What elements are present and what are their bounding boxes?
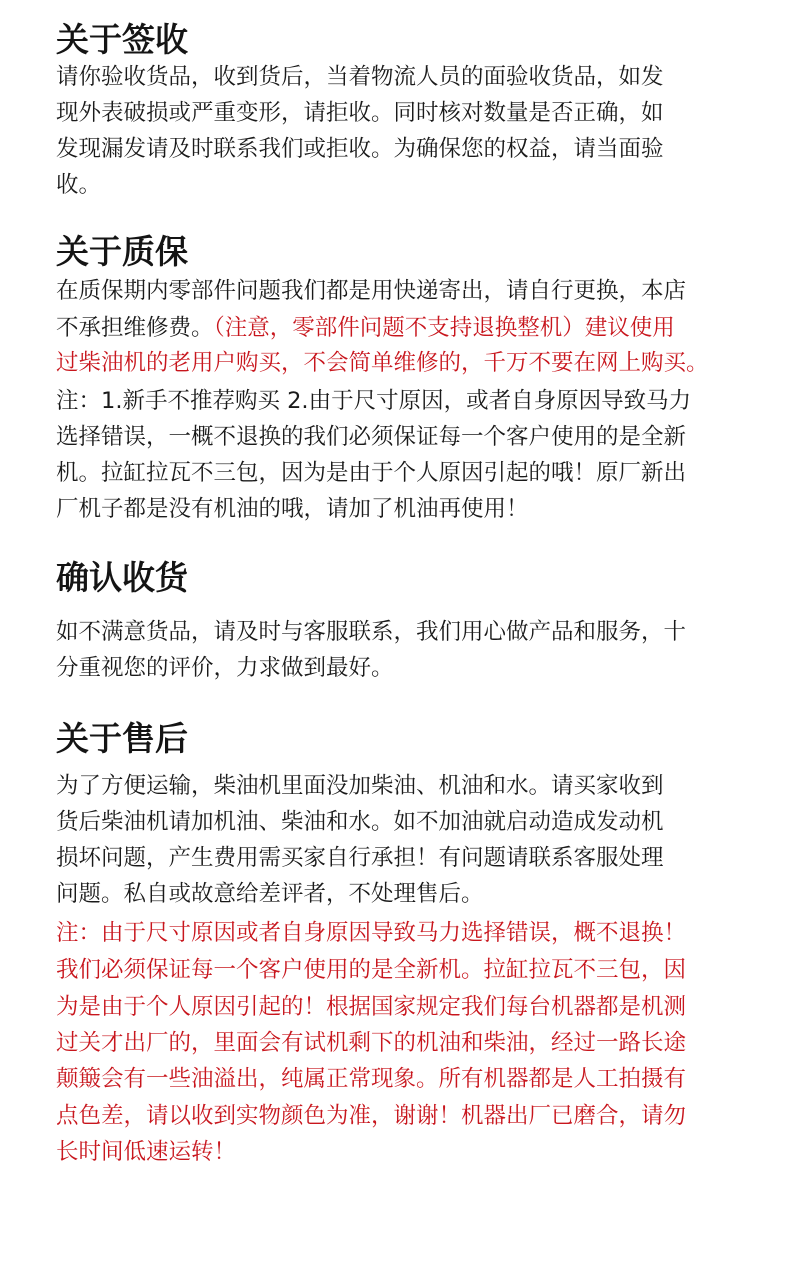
warning-line: 颠簸会有一些油溢出，纯属正常现象。所有机器都是人工拍摄有 — [56, 1066, 687, 1092]
paragraph-line: 分重视您的评价，力求做到最好。 — [56, 655, 394, 681]
paragraph-line: 厂机子都是没有机油的哦，请加了机油再使用！ — [56, 496, 529, 522]
warning-line: 过关才出厂的，里面会有试机剩下的机油和柴油，经过一路长途 — [56, 1030, 687, 1056]
paragraph-line: 问题。私自或故意给差评者，不处理售后。 — [56, 881, 484, 907]
paragraph-line: 机。拉缸拉瓦不三包，因为是由于个人原因引起的哦！原厂新出 — [56, 460, 687, 486]
paragraph-text: 不承担维修费。 — [56, 315, 214, 341]
paragraph-line: 在质保期内零部件问题我们都是用快递寄出，请自行更换，本店 — [56, 278, 687, 304]
section-heading-after-sales: 关于售后 — [56, 719, 188, 758]
section-heading-warranty: 关于质保 — [56, 232, 188, 271]
paragraph-line: 为了方便运输，柴油机里面没加柴油、机油和水。请买家收到 — [56, 773, 664, 799]
paragraph-line: 注：1.新手不推荐购买 2.由于尺寸原因，或者自身原因导致马力 — [56, 388, 692, 414]
paragraph-line: 货后柴油机请加机油、柴油和水。如不加油就启动造成发动机 — [56, 809, 664, 835]
warning-line: 为是由于个人原因引起的！根据国家规定我们每台机器都是机测 — [56, 994, 687, 1020]
warning-line: 长时间低速运转！ — [56, 1139, 237, 1165]
paragraph-line: 选择错误，一概不退换的我们必须保证每一个客户使用的是全新 — [56, 424, 687, 450]
paragraph-line: 损坏问题，产生费用需买家自行承担！有问题请联系客服处理 — [56, 845, 664, 871]
paragraph-line: 现外表破损或严重变形，请拒收。同时核对数量是否正确，如 — [56, 100, 664, 126]
warning-line: 我们必须保证每一个客户使用的是全新机。拉缸拉瓦不三包，因 — [56, 957, 687, 983]
paragraph-line: 请你验收货品，收到货后，当着物流人员的面验收货品，如发 — [56, 64, 664, 90]
warning-text: （注意，零部件问题不支持退换整机）建议使用 — [213, 315, 675, 341]
warning-line: 过柴油机的老用户购买，不会简单维修的，千万不要在网上购买。 — [56, 350, 709, 376]
paragraph-line-mixed — [56, 311, 675, 345]
paragraph-line: 收。 — [56, 172, 102, 198]
section-heading-signing: 关于签收 — [56, 20, 188, 59]
warning-line: 点色差，请以收到实物颜色为准，谢谢！机器出厂已磨合，请勿 — [56, 1103, 687, 1129]
section-heading-confirm-receipt: 确认收货 — [56, 558, 188, 597]
paragraph-line: 发现漏发请及时联系我们或拒收。为确保您的权益，请当面验 — [56, 136, 664, 162]
warning-line: 注：由于尺寸原因或者自身原因导致马力选择错误，概不退换！ — [56, 920, 687, 946]
paragraph-line: 如不满意货品，请及时与客服联系，我们用心做产品和服务，十 — [56, 619, 687, 645]
